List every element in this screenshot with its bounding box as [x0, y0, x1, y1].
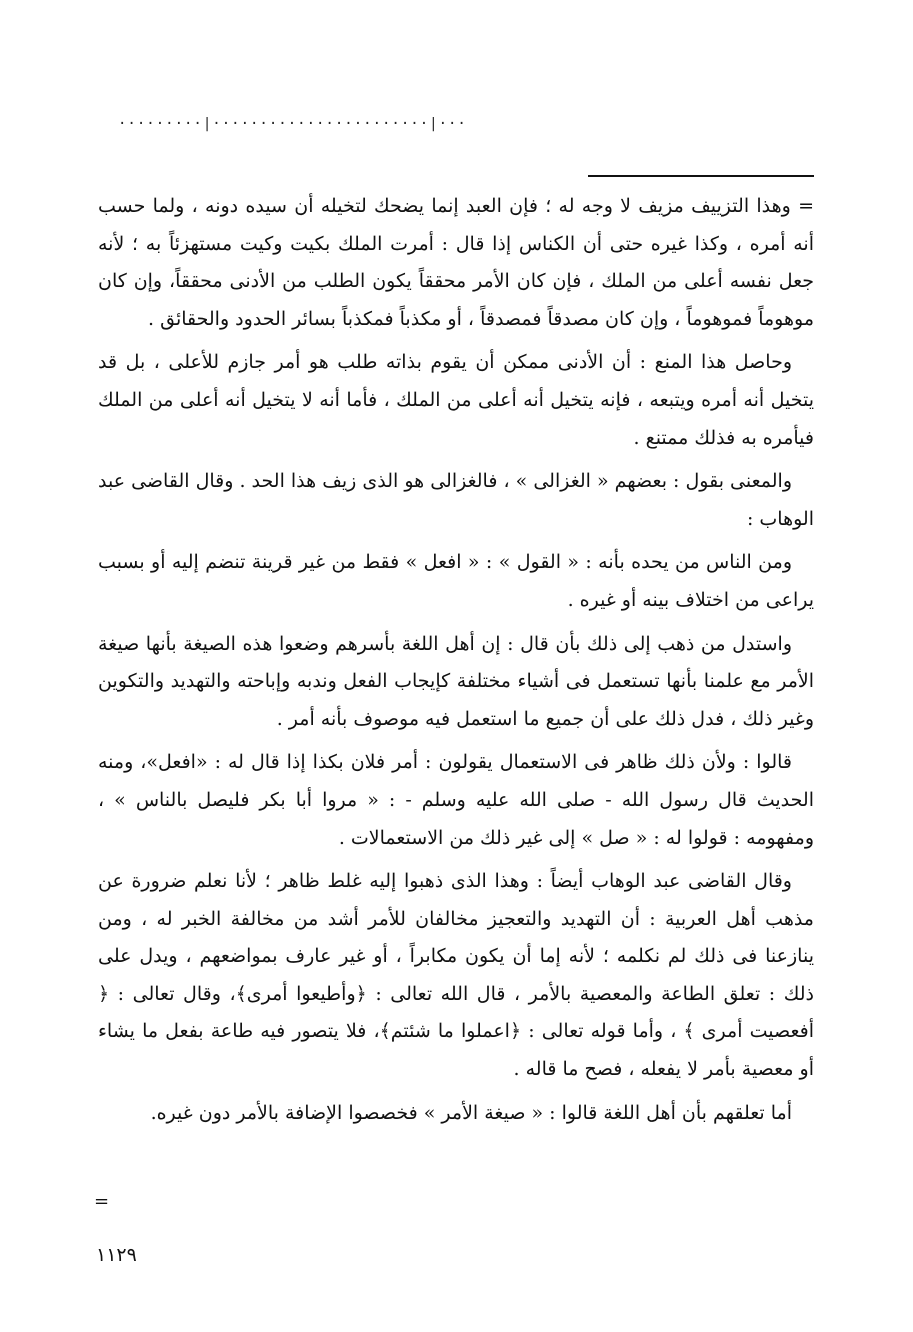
paragraph: ومن الناس من يحده بأنه : « القول » : « افعل » فقط من غير قرينة تنضم إليه أو بسبب يراعى من اختلاف بينه أو غيره .: [98, 551, 814, 611]
paragraph: = وهذا التزييف مزيف لا وجه له ؛ فإن العبد إنما يضحك لتخيله أن سيده دونه ، ولما حسب أنه أمره ، وكذا غيره حتى أن الكناس إذا قال : أمرت الملك بكيت وكيت مستهزئاً به ؛ لأنه جعل نفسه أعلى من الملك ، فإن كان الأمر محققاً يكون الطلب من الأدنى محققاً، وإن كان موهوماً فموهوماً ، وإن كان مصدقاً فمصدقاً ، أو مكذباً فمكذباً بسائر الحدود والحقائق .: [98, 195, 814, 330]
footnote-body: [98, 188, 814, 1138]
paragraph: أما تعلقهم بأن أهل اللغة قالوا : « صيغة الأمر » فخصصوا الإضافة بالأمر دون غيره.: [150, 1101, 792, 1124]
paragraph: وقال القاضى عبد الوهاب أيضاً : وهذا الذى ذهبوا إليه غلط ظاهر ؛ لأنا نعلم ضرورة عن مذهب أهل العربية : أن التهديد والتعجيز مخالفان للأمر أشد من مخالفة الخبر له ، ومن ينازعنا فى ذلك لم نكلمه ؛ لأنه إما أن يكون مكابراً ، أو غير عارف بمواضعهم ، ويدل على ذلك : تعلق الطاعة والمعصية بالأمر ، قال الله تعالى : ﴿وأطيعوا أمرى﴾، وقال تعالى : ﴿ أفعصيت أمرى ﴾ ، وأما قوله تعالى : ﴿اعملوا ما شئتم﴾، فلا يتصور فيه طاعة بفعل ما يشاء أو معصية بأمر لا يفعله ، فصح ما قاله .: [98, 870, 814, 1081]
footnote-separator-rule: [588, 175, 814, 177]
continuation-mark: =: [94, 1191, 110, 1212]
paragraph: والمعنى بقول : بعضهم « الغزالى » ، فالغزالى هو الذى زيف هذا الحد . وقال القاضى عبد الوهاب :: [98, 470, 814, 530]
paragraph: وحاصل هذا المنع : أن الأدنى ممكن أن يقوم بذاته طلب هو أمر جازم للأعلى ، بل قد يتخيل أنه أمره ويتبعه ، فإنه يتخيل أنه أعلى من الملك ، فأما أنه لا يتخيل أنه أعلى من الملك فيأمره به فذلك ممتنع .: [98, 351, 814, 449]
paragraph: واستدل من ذهب إلى ذلك بأن قال : إن أهل اللغة بأسرهم وضعوا هذه الصيغة بأنها صيغة الأمر مع علمنا بأنها تستعمل فى أشياء مختلفة كإيجاب الفعل وندبه وإباحته والتهديد والتكوين وغير ذلك ، فدل ذلك على أن جميع ما استعمل فيه موصوف بأنه أمر .: [98, 632, 814, 730]
header-dot-leader: ·········|·······················|···: [118, 116, 467, 132]
paragraph: قالوا : ولأن ذلك ظاهر فى الاستعمال يقولون : أمر فلان بكذا إذا قال له : «افعل»، ومنه الحديث قال رسول الله - صلى الله عليه وسلم - : « مروا أبا بكر فليصل بالناس » ، ومفهومه : قولوا له : « صل » إلى غير ذلك من الاستعمالات .: [98, 751, 814, 849]
page-number: ١١٢٩: [96, 1244, 137, 1266]
